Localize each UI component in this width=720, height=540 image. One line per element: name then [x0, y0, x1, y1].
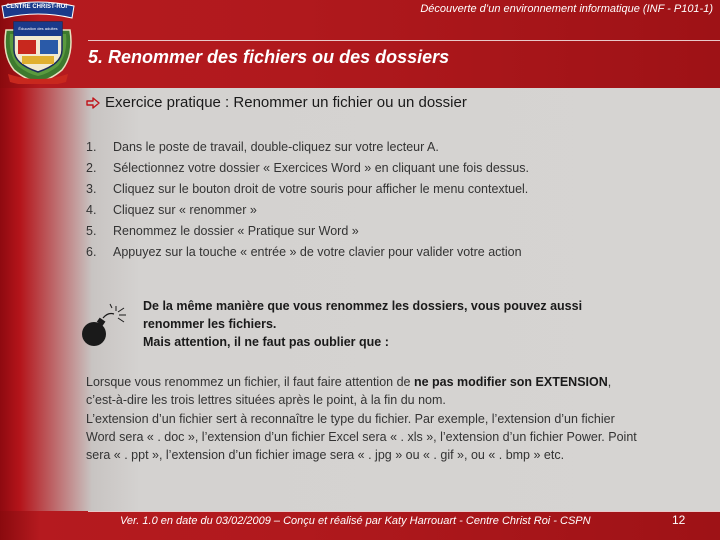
bomb-icon [80, 302, 130, 350]
logo-shield-text: Éducation des adultes [18, 26, 58, 31]
step-text: Cliquez sur « renommer » [113, 202, 257, 217]
step-text: Sélectionnez votre dossier « Exercices Word » en cliquant une fois dessus. [113, 160, 529, 175]
text-run: Lorsque vous renommez un fichier, il faut faire attention de [86, 375, 414, 389]
step-number: 2. [86, 160, 97, 175]
arrow-right-icon [86, 97, 100, 109]
course-title: Découverte d’un environnement informatique (INF - P101-1) [420, 3, 713, 15]
step-text: Appuyez sur la touche « entrée » de votre clavier pour valider votre action [113, 244, 522, 259]
list-item [86, 136, 529, 157]
paragraph-line: Word sera « . doc », l’extension d’un fichier Excel sera « . xls », l’extension d’un fichier Power. Point [86, 429, 637, 444]
paragraph-line: L’extension d’un fichier sert à reconnaître le type du fichier. Par exemple, l’extension d’un fichier [86, 411, 615, 426]
page-number: 12 [672, 513, 686, 527]
header-divider [88, 40, 720, 41]
list-item [86, 199, 529, 220]
text-run: , [607, 375, 612, 389]
note-line: De la même manière que vous renommez les dossiers, vous pouvez aussi [143, 299, 583, 313]
steps-list [86, 136, 529, 262]
step-text: Dans le poste de travail, double-cliquez sur votre lecteur A. [113, 139, 439, 154]
extension-explanation [86, 373, 706, 464]
slide-title: 5. Renommer des fichiers ou des dossiers [88, 47, 450, 67]
step-number: 3. [86, 181, 97, 196]
footer-credit: Ver. 1.0 en date du 03/02/2009 – Conçu et réalisé par Katy Harrouart - Centre Christ Roi - CSPN [120, 515, 591, 527]
exercise-heading-text: Exercice pratique : Renommer un fichier ou un dossier [105, 94, 467, 111]
paragraph-line [86, 373, 706, 391]
list-item [86, 178, 529, 199]
note-line: renommer les fichiers. [143, 317, 277, 331]
list-item [86, 220, 529, 241]
warning-note [143, 297, 582, 351]
step-number: 6. [86, 244, 97, 259]
list-item [86, 241, 529, 262]
school-logo [0, 0, 76, 84]
step-number: 4. [86, 202, 97, 217]
list-item [86, 157, 529, 178]
logo-banner-text: CENTRE CHRIST-ROI [6, 4, 68, 10]
note-line: Mais attention, il ne faut pas oublier que : [143, 335, 389, 349]
step-number: 1. [86, 139, 97, 154]
step-number: 5. [86, 223, 97, 238]
paragraph-line: c’est-à-dire les trois lettres situées après le point, à la fin du nom. [86, 393, 446, 408]
step-text: Cliquez sur le bouton droit de votre souris pour afficher le menu contextuel. [113, 181, 529, 196]
step-text: Renommez le dossier « Pratique sur Word » [113, 223, 359, 238]
exercise-heading [86, 94, 467, 111]
paragraph-line: sera « . ppt », l’extension d’un fichier image sera « . jpg » ou « . gif », ou « . bmp » etc. [86, 448, 565, 463]
emphasis-text: ne pas modifier son EXTENSION [413, 375, 608, 389]
footer-divider [88, 511, 720, 512]
